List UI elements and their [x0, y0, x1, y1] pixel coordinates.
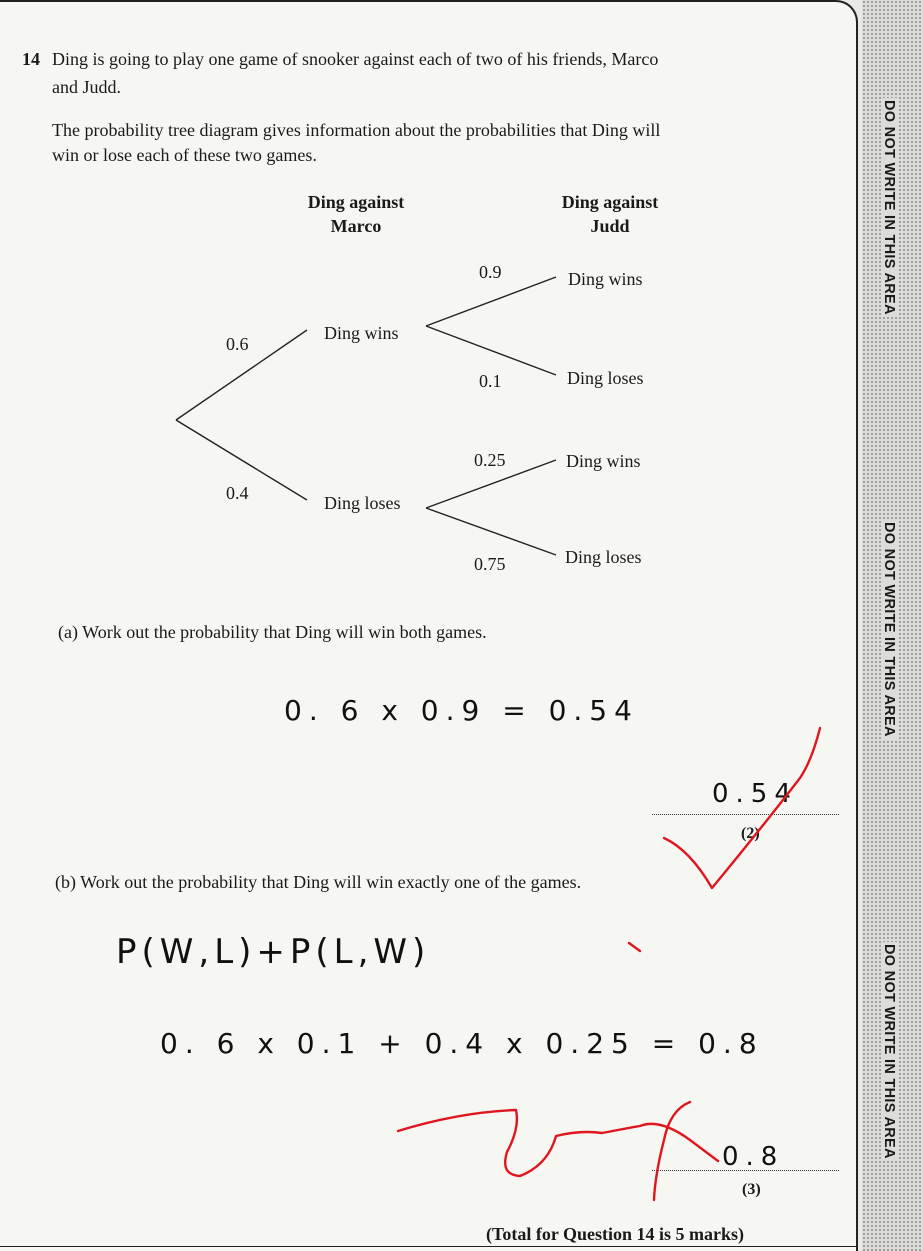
label-win-win: Ding wins: [568, 269, 643, 289]
part-b-working-line1: P(W,L)+P(L,W): [116, 932, 431, 972]
part-b-prompt: (b) Work out the probability that Ding will win exactly one of the games.: [55, 872, 582, 892]
header-judd-line1: Ding against: [561, 192, 659, 212]
part-b-answer: 0.8: [722, 1142, 785, 1172]
total-marks: (Total for Question 14 is 5 marks): [486, 1224, 745, 1244]
question-info-line1: The probability tree diagram gives information about the probabilities that Ding will: [52, 120, 661, 140]
header-marco-line2: Marco: [330, 216, 382, 236]
part-a-working: 0. 6 x 0.9 = 0.54: [284, 694, 639, 727]
part-a-marks: (2): [741, 825, 760, 842]
part-b-working-line2: 0. 6 x 0.1 + 0.4 x 0.25 = 0.8: [160, 1027, 764, 1060]
label-first-win: Ding wins: [324, 323, 399, 343]
cross-mark-icon: [398, 1102, 718, 1200]
bottom-rule: [0, 1246, 858, 1247]
question-number: 14: [22, 49, 40, 69]
label-first-lose: Ding loses: [324, 493, 401, 513]
prob-lose-lose: 0.75: [474, 554, 506, 574]
prob-win-lose: 0.1: [479, 371, 502, 391]
label-win-lose: Ding loses: [567, 368, 644, 388]
header-judd-line2: Judd: [590, 216, 630, 236]
margin-warning-bottom: DO NOT WRITE IN THIS AREA: [881, 944, 897, 1159]
tick-mark-icon: [664, 728, 820, 888]
part-a-prompt: (a) Work out the probability that Ding will win both games.: [58, 622, 487, 642]
question-intro-line1: Ding is going to play one game of snooker against each of two of his friends, Marco: [52, 49, 659, 69]
question-intro-line2: and Judd.: [52, 77, 121, 97]
dash-mark-icon: [629, 943, 640, 951]
question-info-line2: win or lose each of these two games.: [52, 145, 317, 165]
prob-first-win: 0.6: [226, 334, 249, 354]
part-b-marks: (3): [742, 1181, 761, 1198]
margin-warning-top: DO NOT WRITE IN THIS AREA: [881, 100, 897, 315]
part-a-answer: 0.54: [712, 779, 798, 809]
prob-first-lose: 0.4: [226, 483, 249, 503]
margin-warning-middle: DO NOT WRITE IN THIS AREA: [881, 522, 897, 737]
prob-lose-win: 0.25: [474, 450, 506, 470]
label-lose-lose: Ding loses: [565, 547, 642, 567]
label-lose-win: Ding wins: [566, 451, 641, 471]
header-marco-line1: Ding against: [307, 192, 405, 212]
prob-win-win: 0.9: [479, 262, 502, 282]
